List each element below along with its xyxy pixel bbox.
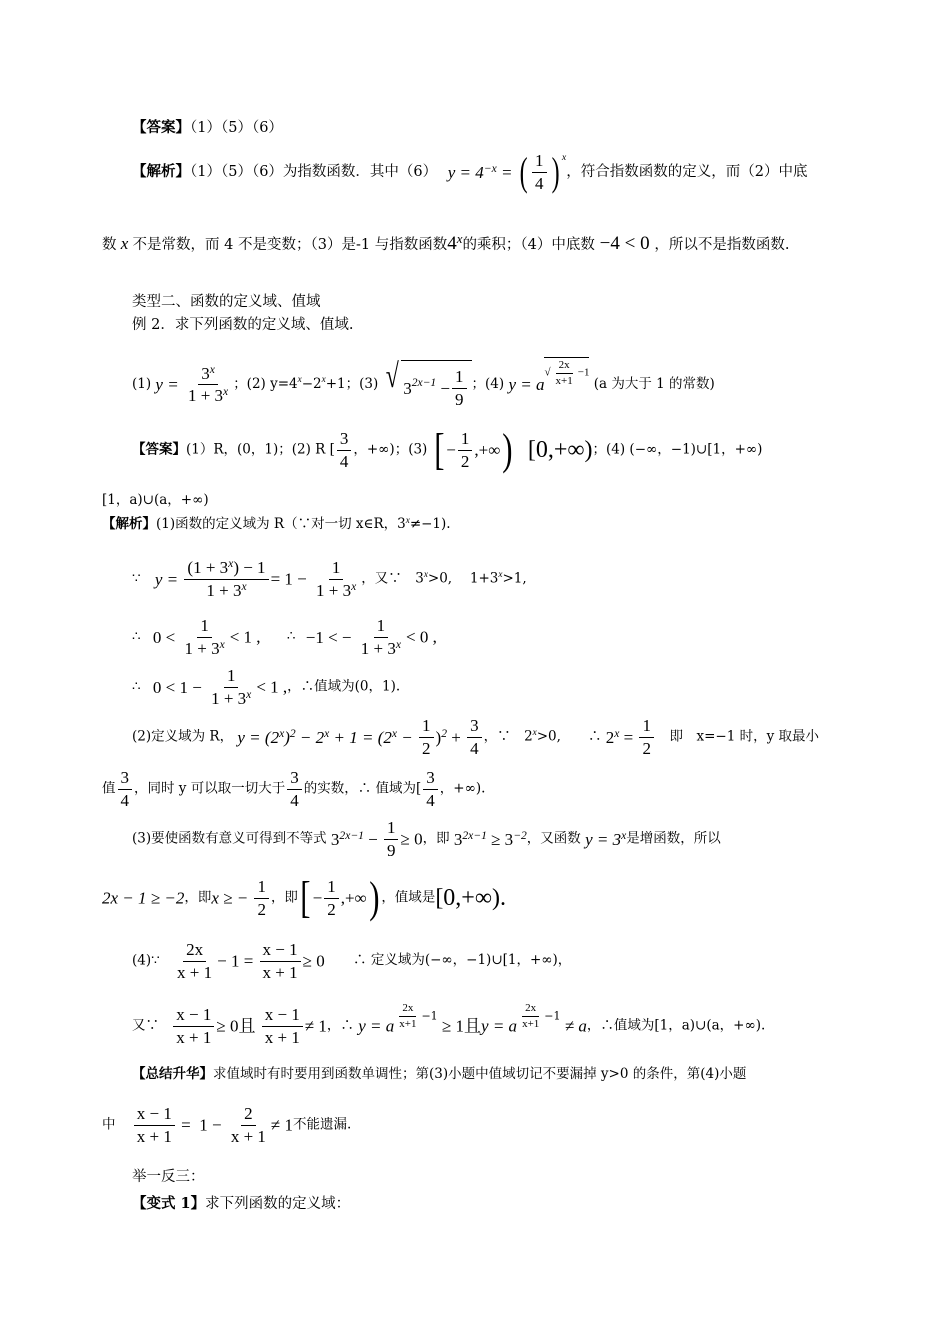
analysis-line-2 [102,230,790,254]
part2-c: >0, ∴ [536,728,602,745]
part2-d: 即 x=−1 时，y 取最小 [655,728,820,745]
analysis-text: （1）（5）（6）为指数函数．其中（6） [190,163,438,180]
formula-4x: 4$^x$ [447,230,463,254]
summary-line-2: 中 $\frac{x - 1}{x + 1}$ = 1 − $\frac{2}{x + 1}$ ≠ 1不能遗漏. [102,1104,352,1146]
formula-y-4: $y = 4^{-x}$ = [447,161,517,182]
variant-tag: 【变式 1】 [132,1195,206,1212]
analysis2-1b: ≠−1). [409,516,451,532]
section-heading: 类型二、函数的定义域、值域 [132,294,321,310]
part4-b: ∴ 定义域为(−∞，−1)∪[1，+∞)， [353,952,572,969]
part4-d: ，∴ [326,1017,354,1034]
part2-h: ，+∞). [439,780,486,797]
analysis2-2b: ，又∵ 3 [361,570,424,587]
text-shu: 数 [102,237,117,253]
part3-a: (3)要使函数有意义可得到不等式 [132,830,327,847]
therefore-sym-2: ∴ [286,628,296,645]
analysis2-line-2: ∵ y = $\frac{(1 + 3^x) - 1}{1 + 3^x}$ = 1 − $\frac{1}{1 + 3^x}$ ，又∵ $3^x>0$, $1+3^x>1$, [132,557,527,600]
practice-heading: 举一反三： [132,1169,205,1185]
paren-right: ) [551,149,560,195]
bracket-left-2: [ [300,873,311,922]
bracket-left: [ [433,425,445,474]
q4-text: ；(4) [471,375,505,392]
analysis2-tag: 【解析】 [102,516,156,532]
frac-1-4: $\frac{1}{4}$ [532,151,547,193]
analysis-text-b: ，符合指数函数的定义，而（2）中底 [566,163,808,180]
paren-close: ) [502,425,513,474]
q1-label: (1) [132,375,152,392]
q-tail: (a 为大于 1 的常数) [593,375,715,392]
answer2-c: ；(4) (−∞，−1)∪[1，+∞) [592,441,763,458]
analysis2-line-3: ∴ 0 < $\frac{1}{1 + 3^x}$ < 1 , ∴ −1 < − $\frac{1}{1 + 3^x}$ < 0 , [132,616,437,658]
q1-frac: $\frac{3^x}{1 + 3^x}$ [187,362,229,406]
summary-c: 不能遗漏. [293,1116,352,1133]
part2-a: (2)定义域为 R， [132,728,234,745]
therefore-sym-3: ∴ [132,678,141,695]
analysis2-2d: >1, [502,570,527,587]
part2-line-2: 值 $\frac{3}{4}$ ，同时 y 可以取一切大于 $\frac{3}{4}$ 的实数，∴ 值域为[ $\frac{3}{4}$ ，+∞). [102,768,486,810]
var-x: x [116,234,133,253]
part3-line-1: (3)要使函数有意义可得到不等式 $3^{2x-1}$ − $\frac{1}{9}$ ≥ 0，即 $3^{2x-1} \ge 3^{-2}$，又函数 $y = 3^x$是增函数，所以 [132,818,721,860]
part4-e: ，∴值域为[1，a)∪(a，+∞). [586,1017,766,1034]
part4-line-2: 又∵ $\frac{x - 1}{x + 1}$ ≥ 0且 $\frac{x - 1}{x + 1}$ ≠ 1，∴ y = a $\frac{2x}{x+1}$ −1 ≥ 1且y = a $\frac{2x}{x+1}$ −1 ≠ a，∴值域为[1，a)∪(a，+∞). [132,1001,766,1047]
summary-b: 中 [102,1116,116,1133]
text-c2: 不是常数，而 4 不是变数；（3）是-1 与指数函数 [132,237,448,253]
example-title: 例 2．求下列函数的定义域、值域. [132,317,354,333]
summary-a: 求值域时有时要用到函数单调性；第(3)小题中值域切记不要漏掉 y>0 的条件，第(4)小题 [213,1066,747,1082]
part4-c: 又∵ [132,1017,159,1034]
part2-e: 值 [102,780,116,797]
q2-text-b: −2 [301,375,322,392]
answer2-b: ，+∞)；(3) [353,441,428,458]
frac-1-2: $\frac{1}{2}$ [458,429,473,471]
analysis2-line-4: ∴ 0 < 1 − $\frac{1}{1 + 3^x}$ < 1 ,，∴值域为(0，1). [132,666,401,708]
question-line: (1) y = $\frac{3^x}{1 + 3^x}$ ；(2) $y=4^x-2^x+1$；(3) √ 3 2x−1 − $\frac{1}{9}$ ；(4) y = a√ $\frac{2x}{x+1}$ −1 (a 为大于 1 的常数) [132,358,715,409]
paren-left: ( [519,149,528,195]
answer2-line: 【答案】(1）R，(0，1)；(2) R [ $\frac{3}{4}$ ，+∞)；(3) [ − $\frac{1}{2}$ ,+∞) [0,+∞)；(4) (−∞，−1)∪[1，+∞) [132,425,763,474]
part4-a: (4)∵ [132,952,160,969]
text-c4: ，所以不是指数函数. [654,237,790,253]
q3-radical: √ 3 2x−1 − $\frac{1}{9}$ [383,360,472,409]
part3-e: ，即 [184,889,212,906]
range-0-inf: [0,+∞) [527,437,593,463]
answer-line [132,121,283,136]
part3-b: ，即 [422,830,450,847]
part3-f: ，即 [270,889,298,906]
answer-tag: 【答案】 [132,119,190,136]
therefore-sym: ∴ [132,628,141,645]
analysis-line-1: 【解析】（1）（5）（6）为指数函数．其中（6） $y = 4^{-x}$ = ( $\frac{1}{4}$ ) $^x$，符合指数函数的定义，而（2）中底 [132,149,808,195]
part3-d: 是增函数，所以 [626,830,721,847]
range-0-inf-2: [0,+∞). [435,885,506,911]
formula-neg4: −4 < 0 [594,233,655,254]
paren-close-2: ) [368,873,380,922]
q2-text: ；(2) y=4 [233,375,298,392]
part2-b: ，∵ 2 [483,728,533,745]
q3-text: +1；(3) [325,375,379,392]
variant-text: 求下列函数的定义域： [205,1196,351,1212]
part3-c: ，又函数 [526,830,581,847]
part3-g: ，值域是 [381,889,436,906]
part2-f: ，同时 y 可以取一切大于 [134,780,286,797]
summary-tag: 【总结升华】 [132,1066,213,1082]
summary-line-1 [132,1068,746,1082]
answer-text: （1）（5）（6） [190,120,283,136]
because-sym: ∵ [132,570,141,587]
frac-3-4: $\frac{3}{4}$ [337,429,352,471]
q4-exponent: √ $\frac{2x}{x+1}$ −1 [544,359,590,388]
q1-y: y = [155,375,183,395]
analysis2-4b: ，∴值域为(0，1). [287,678,401,695]
analysis2-line-1: 【解析】(1)函数的定义域为 R（∵对一切 x∈R，$3^x\ne-1$). [102,515,451,532]
analysis-tag: 【解析】 [132,162,190,180]
part4-line-1: (4)∵ $\frac{2x}{x + 1}$ − 1 = $\frac{x - 1}{x + 1}$ ≥ 0 ∴ 定义域为(−∞，−1)∪[1，+∞)， [132,940,572,982]
part2-g: 的实数，∴ 值域为[ [303,780,422,797]
analysis2-2c: >0, 1+3 [427,570,499,587]
answer2-line-2: [1，a)∪(a，+∞) [102,492,209,508]
answer2-tag: 【答案】 [132,441,186,458]
part3-line-2: 2x − 1 ≥ −2，即x ≥ − $\frac{1}{2}$ ，即[ − $\frac{1}{2}$ ,+∞) ，值域是[0,+∞). [102,873,506,922]
part2-line-1: (2)定义域为 R， $y = (2^x)^2 - 2^x + 1 = (2^x$ − $\frac{1}{2}$ )$^2$ + $\frac{3}{4}$ ，∵ $2^x>0$, ∴ $2^x$ = $\frac{1}{2}$ 即 x=−1 时，y 取最小 [132,716,820,758]
answer2-a: (1）R，(0，1)；(2) R [ [186,441,335,458]
analysis2-1: (1)函数的定义域为 R（∵对一切 x∈R，3 [156,516,406,532]
variant-line [132,1197,350,1212]
text-c3: 的乘积；（4）中底数 [462,237,595,253]
q4-formula: y = a [508,375,545,395]
